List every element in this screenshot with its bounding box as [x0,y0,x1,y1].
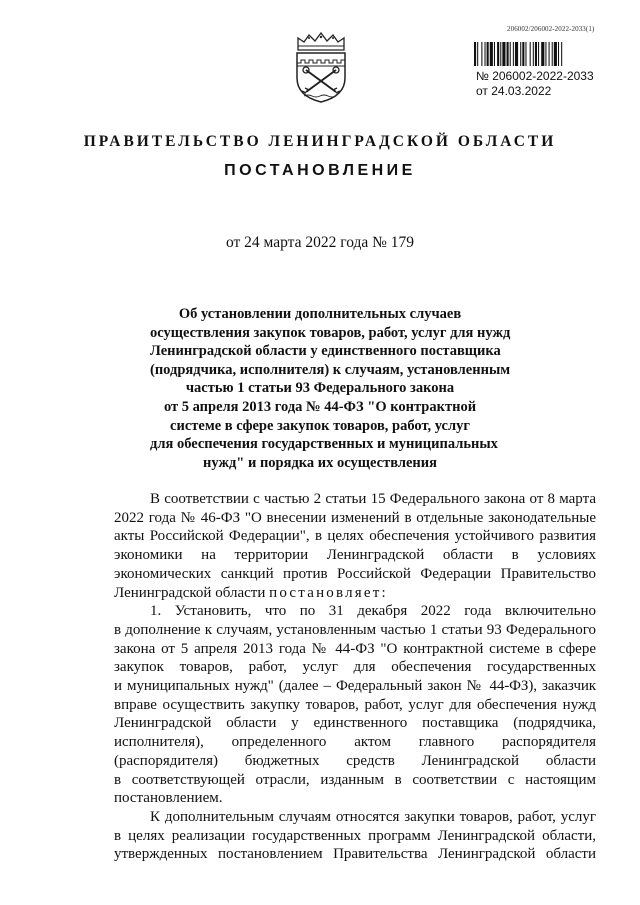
government-title: ПРАВИТЕЛЬСТВО ЛЕНИНГРАДСКОЙ ОБЛАСТИ [83,133,557,150]
barcode-icon [474,42,614,66]
body-line: утвержденных постановлением Правительства Ленинградской области [114,846,596,863]
subject-line: Об установлении дополнительных случаев [178,306,462,322]
body-line: В соответствии с частью 2 статьи 15 Федерального закона от 8 марта [150,491,596,507]
body-line: в целях реализации государственных программ Ленинградской области, [114,827,596,844]
body-text: Ленинградской области [114,584,270,601]
subject-line: для обеспечения государственных и муниципальных [150,436,498,453]
body-line: в соответствующей отрасли, изданным в соответствии с настоящим [114,771,596,788]
resolves-word: постановляет: [269,584,388,601]
document-date-number: от 24 марта 2022 года № 179 [225,234,415,251]
subject-line: Ленинградской области у единственного поставщика [150,343,501,360]
registration-code: 206002/206002-2022-2033(1) [507,25,595,33]
body-line: (распорядителя) бюджетных средств Ленинградской области [114,752,596,769]
body-line: экономики на территории Ленинградской области в условиях [114,547,596,564]
subject-line: нужд" и порядка их осуществления [203,454,437,471]
body-line: акты Российской Федерации", в целях обеспечения устойчивого развития [114,528,596,545]
body-line: экономических санкций против Российской Федерации Правительство [114,565,596,582]
document-subject [150,305,511,472]
body-line: исполнителя), определенного актом главного распорядителя [114,734,596,751]
subject-line: осуществления закупок товаров, работ, услуг для нужд [150,324,511,341]
body-line: Ленинградской области у единственного поставщика (подрядчика, [114,715,596,732]
coat-of-arms-icon [292,32,350,104]
body-line: в дополнение к случаям, установленным частью 1 статьи 93 Федерального [114,621,596,638]
subject-line: от 5 апреля 2013 года № 44-ФЗ "О контрактной [163,398,477,415]
body-line: К дополнительным случаям относятся закупки товаров, работ, услуг [150,808,596,825]
body-line: закупок товаров, работ, услуг для обеспечения государственных [114,659,596,676]
body-line [114,584,596,603]
subject-line: системе в сфере закупок товаров, работ, услуг [170,417,470,434]
body-line: и муниципальных нужд" (далее – Федеральный закон № 44-ФЗ), заказчик [114,678,596,695]
body-line: 1. Установить, что по 31 декабря 2022 года включительно [150,603,596,620]
document-body [114,490,596,864]
body-line: закона от 5 апреля 2013 года № 44-ФЗ "О контрактной системе в сфере [114,640,596,657]
subject-line: частью 1 статьи 93 Федерального закона [185,380,455,397]
body-line: 2022 года № 46-ФЗ "О внесении изменений в отдельные законодательные [114,509,596,526]
registration-number: № 206002-2022-2033 [476,69,594,83]
body-line: постановлением. [114,790,223,807]
body-line: вправе осуществить закупку товаров, работ, услуг для обеспечения нужд [114,696,596,713]
registration-date: от 24.03.2022 [476,84,552,98]
subject-line: (подрядчика, исполнителя) к случаям, установленным [150,361,511,378]
document-type: ПОСТАНОВЛЕНИЕ [224,162,416,179]
